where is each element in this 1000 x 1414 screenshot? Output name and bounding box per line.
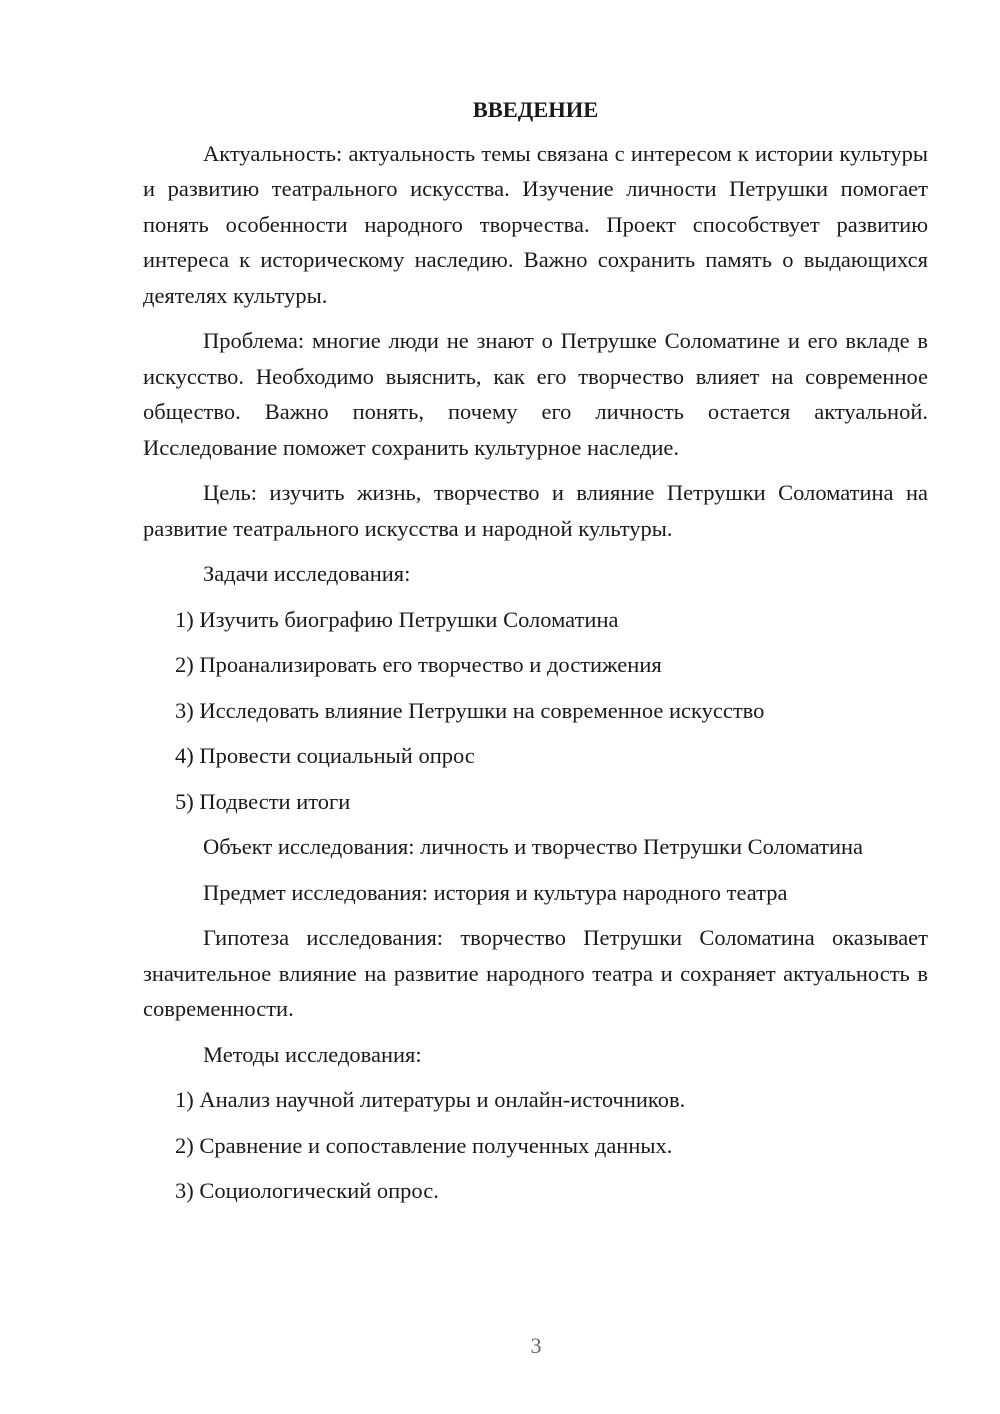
methods-heading: Методы исследования: xyxy=(203,1041,422,1067)
document-page xyxy=(143,92,928,1219)
section-title: ВВЕДЕНИЕ xyxy=(472,97,599,122)
problem-paragraph: Проблема: многие люди не знают о Петрушке Соломатине и его вкладе в искусство. Необходимо выяснить, как его творчество влияет на современное общество. Важно понять, почему его личность остается актуальной. Исследование поможет сохранить культурное наследие. xyxy=(143,328,928,460)
list-item: 1) Изучить биографию Петрушки Соломатина xyxy=(175,606,619,632)
goal-paragraph: Цель: изучить жизнь, творчество и влияние Петрушки Соломатина на развитие театрального искусства и народной культуры. xyxy=(143,480,928,541)
list-item: 3) Исследовать влияние Петрушки на современное искусство xyxy=(175,697,765,723)
hypothesis-paragraph: Гипотеза исследования: творчество Петрушки Соломатина оказывает значительное влияние на развитие народного театра и сохраняет актуальность в современности. xyxy=(143,925,928,1021)
list-item: 2) Проанализировать его творчество и достижения xyxy=(175,652,662,677)
subject-paragraph: Предмет исследования: история и культура народного театра xyxy=(203,879,788,905)
list-item: 5) Подвести итоги xyxy=(175,788,351,814)
object-paragraph: Объект исследования: личность и творчество Петрушки Соломатина xyxy=(203,834,864,859)
tasks-heading: Задачи исследования: xyxy=(203,561,411,586)
methods-list xyxy=(143,1082,928,1209)
list-item: 2) Сравнение и сопоставление полученных данных. xyxy=(175,1132,673,1158)
relevance-paragraph: Актуальность: актуальность темы связана с интересом к истории культуры и развитию театрального искусства. Изучение личности Петрушки помогает понять особенности народного творчества. Проект способствует развитию интереса к историческому наследию. Важно сохранить память о выдающихся деятелях культуры. xyxy=(143,140,928,308)
tasks-list xyxy=(143,602,928,820)
list-item: 1) Анализ научной литературы и онлайн-источников. xyxy=(175,1087,686,1112)
list-item: 3) Социологический опрос. xyxy=(175,1178,439,1203)
list-item: 4) Провести социальный опрос xyxy=(175,743,475,768)
page-number: 3 xyxy=(530,1333,542,1358)
